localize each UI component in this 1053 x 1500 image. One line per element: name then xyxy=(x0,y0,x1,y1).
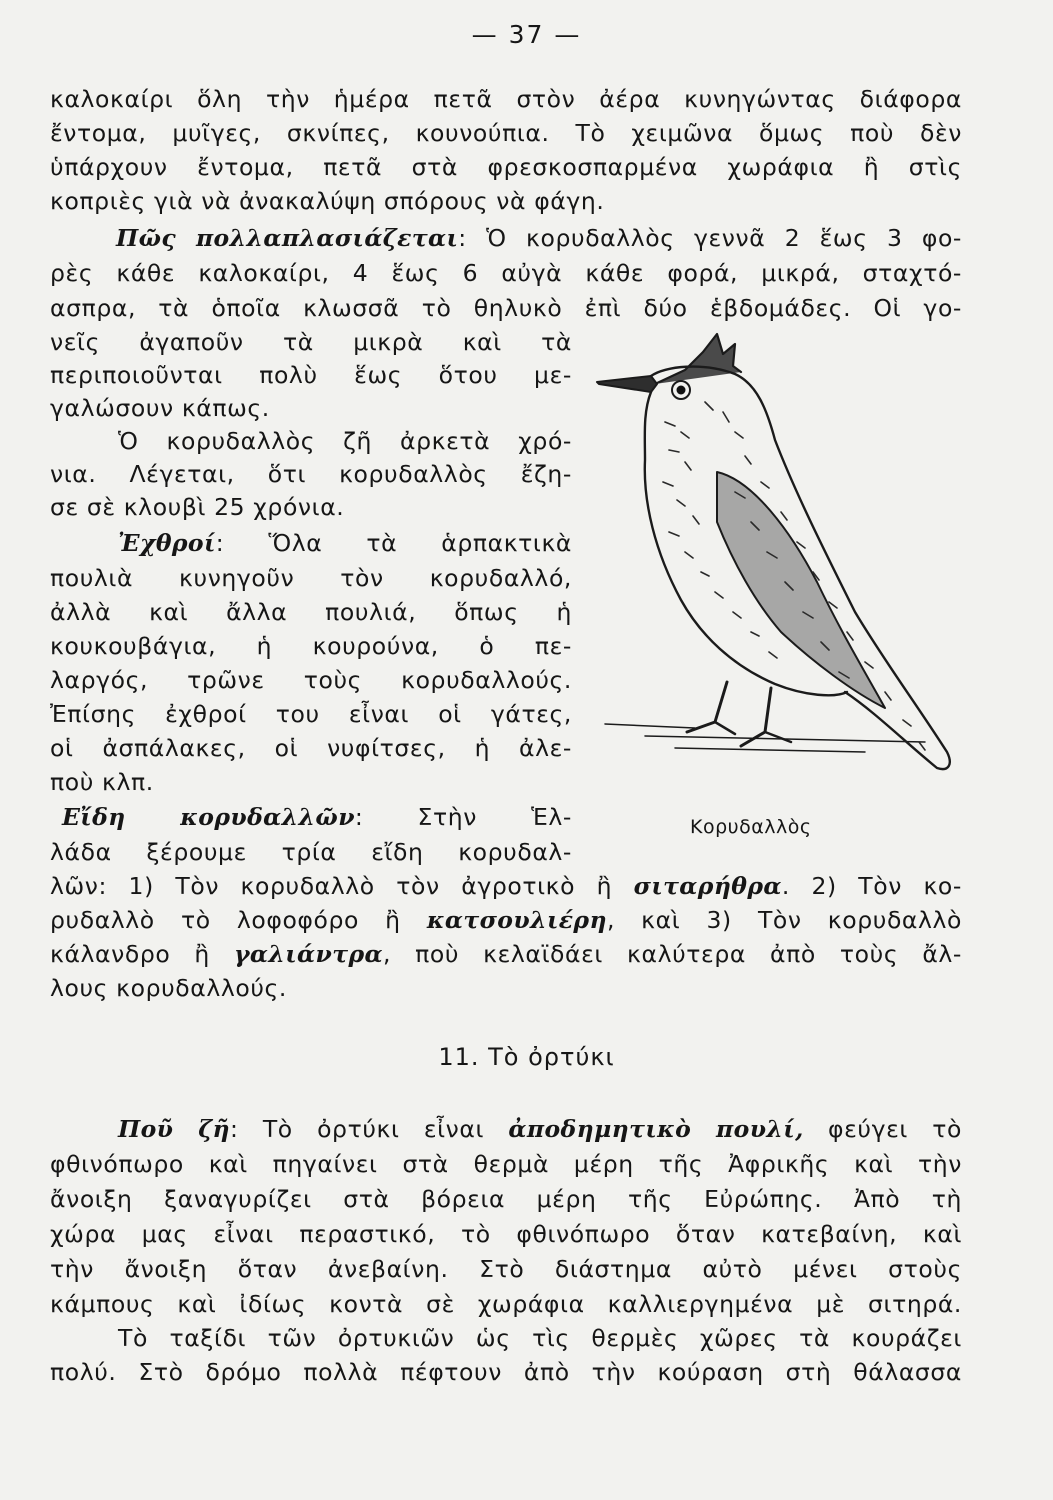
section-label-reproduction: Πῶς πολλαπλασιάζεται xyxy=(116,224,459,252)
text-line: ἄνοιξη ξαναγυρίζει στὰ βόρεια μέρη τῆς Εὐρώπης. Ἀπὸ τὴ xyxy=(50,1185,962,1213)
text-line: οἱ ἀσπάλακες, οἱ νυφίτσες, ἡ ἀλε- xyxy=(50,734,572,762)
text-line: νεῖς ἀγαποῦν τὰ μικρὰ καὶ τὰ xyxy=(50,328,572,356)
text-line: κουκουβάγια, ἡ κουρούνα, ὁ πε- xyxy=(50,632,572,660)
text-line: ρὲς κάθε καλοκαίρι, 4 ἕως 6 αὐγὰ κάθε φορά, μικρά, σταχτό- xyxy=(50,259,962,287)
text-span: ρυδαλλὸ τὸ λοφοφόρο ἢ xyxy=(50,906,427,934)
emphasis-term: σιταρήθρα xyxy=(633,872,782,900)
section-label-habitat: Ποῦ ζῆ xyxy=(118,1115,231,1143)
page-number: — 37 — xyxy=(471,20,582,49)
text-line: Ἐπίσης ἐχθροί του εἶναι οἱ γάτες, xyxy=(50,700,572,728)
text-span: φεύγει τὸ xyxy=(803,1115,962,1143)
text-line: λους κορυδαλλούς. xyxy=(50,974,288,1002)
emphasis-term: ἀποδημητικὸ πουλί, xyxy=(508,1115,804,1143)
emphasis-term: κατσουλιέρη xyxy=(426,906,607,934)
text-line xyxy=(50,871,962,901)
text-span: , καὶ 3) Τὸν κορυδαλλὸ xyxy=(606,906,962,934)
text-line: ποὺ κλπ. xyxy=(50,768,154,796)
text-line: λαργός, τρῶνε τοὺς κορυδαλλούς. xyxy=(50,666,572,694)
paragraph-reproduction xyxy=(50,223,962,253)
figure-caption: Κορυδαλλὸς xyxy=(690,816,812,838)
text-line: περιποιοῦνται πολὺ ἕως ὅτου με- xyxy=(50,361,572,389)
text-line: φθινόπωρο καὶ πηγαίνει στὰ θερμὰ μέρη τῆς Ἀφρικῆς καὶ τὴν xyxy=(50,1150,962,1178)
paragraph-enemies xyxy=(50,528,572,558)
text-line: πολύ. Στὸ δρόμο πολλὰ πέφτουν ἀπὸ τὴν κούραση στὴ θάλασσα xyxy=(50,1358,962,1386)
text-line: ὑπάρχουν ἔντομα, πετᾶ στὰ φρεσκοσπαρμένα χωράφια ἢ στὶς xyxy=(50,153,962,181)
text-line: λάδα ξέρουμε τρία εἴδη κορυδαλ- xyxy=(50,838,572,866)
text-line: τὴν ἄνοιξη ὅταν ἀνεβαίνη. Στὸ διάστημα αὐτὸ μένει στοὺς xyxy=(50,1255,962,1283)
text-span: : Ὅλα τὰ ἁρπακτικὰ xyxy=(215,529,572,557)
section-label-enemies: Ἐχθροί xyxy=(118,529,216,557)
text-line xyxy=(50,905,962,935)
text-span: . 2) Τὸν κο- xyxy=(781,872,962,900)
text-line: πουλιὰ κυνηγοῦν τὸν κορυδαλλό, xyxy=(50,564,572,592)
text-line: κοπριὲς γιὰ νὰ ἀνακαλύψη σπόρους νὰ φάγη. xyxy=(50,187,605,215)
text-span: : Τὸ ὀρτύκι εἶναι xyxy=(230,1115,509,1143)
text-span: λῶν: 1) Τὸν κορυδαλλὸ τὸν ἀγροτικὸ ἢ xyxy=(50,872,634,900)
lark-illustration xyxy=(585,332,970,822)
text-line: Ὁ κορυδαλλὸς ζῆ ἀρκετὰ χρό- xyxy=(118,427,572,455)
text-line: ασπρα, τὰ ὁποῖα κλωσσᾶ τὸ θηλυκὸ ἐπὶ δύο ἑβδομάδες. Οἱ γο- xyxy=(50,294,962,322)
text-line: καλοκαίρι ὅλη τὴν ἡμέρα πετᾶ στὸν ἀέρα κυνηγώντας διάφορα xyxy=(50,85,962,113)
text-line: νια. Λέγεται, ὅτι κορυδαλλὸς ἔζη- xyxy=(50,460,572,488)
text-line: σε σὲ κλουβὶ 25 χρόνια. xyxy=(50,493,345,521)
text-line: χώρα μας εἶναι περαστικό, τὸ φθινόπωρο ὅταν κατεβαίνη, καὶ xyxy=(50,1220,962,1248)
text-line: ἀλλὰ καὶ ἄλλα πουλιά, ὅπως ἡ xyxy=(50,598,572,626)
text-line: γαλώσουν κάπως. xyxy=(50,394,270,422)
text-span: κάλανδρο ἢ xyxy=(50,940,234,968)
text-line: Τὸ ταξίδι τῶν ὀρτυκιῶν ὡς τὶς θερμὲς χῶρες τὰ κουράζει xyxy=(118,1324,962,1352)
section-label-species: Εἴδη κορυδαλλῶν xyxy=(62,803,355,831)
paragraph-habitat xyxy=(50,1114,962,1144)
text-span: : Ὁ κορυδαλλὸς γεννᾶ 2 ἕως 3 φο- xyxy=(458,224,963,252)
section-heading-quail: 11. Τὸ ὀρτύκι xyxy=(438,1043,615,1071)
text-line xyxy=(50,939,962,969)
text-span: : Στὴν Ἑλ- xyxy=(354,803,572,831)
text-span: , ποὺ κελαϊδάει καλύτερα ἀπὸ τοὺς ἄλ- xyxy=(382,940,962,968)
text-line: ἔντομα, μυῖγες, σκνίπες, κουνούπια. Τὸ χειμῶνα ὅμως ποὺ δὲν xyxy=(50,119,962,147)
paragraph-species xyxy=(50,802,572,832)
emphasis-term: γαλιάντρα xyxy=(234,940,383,968)
text-line: κάμπους καὶ ἰδίως κοντὰ σὲ χωράφια καλλιεργημένα μὲ σιτηρά. xyxy=(50,1290,962,1318)
